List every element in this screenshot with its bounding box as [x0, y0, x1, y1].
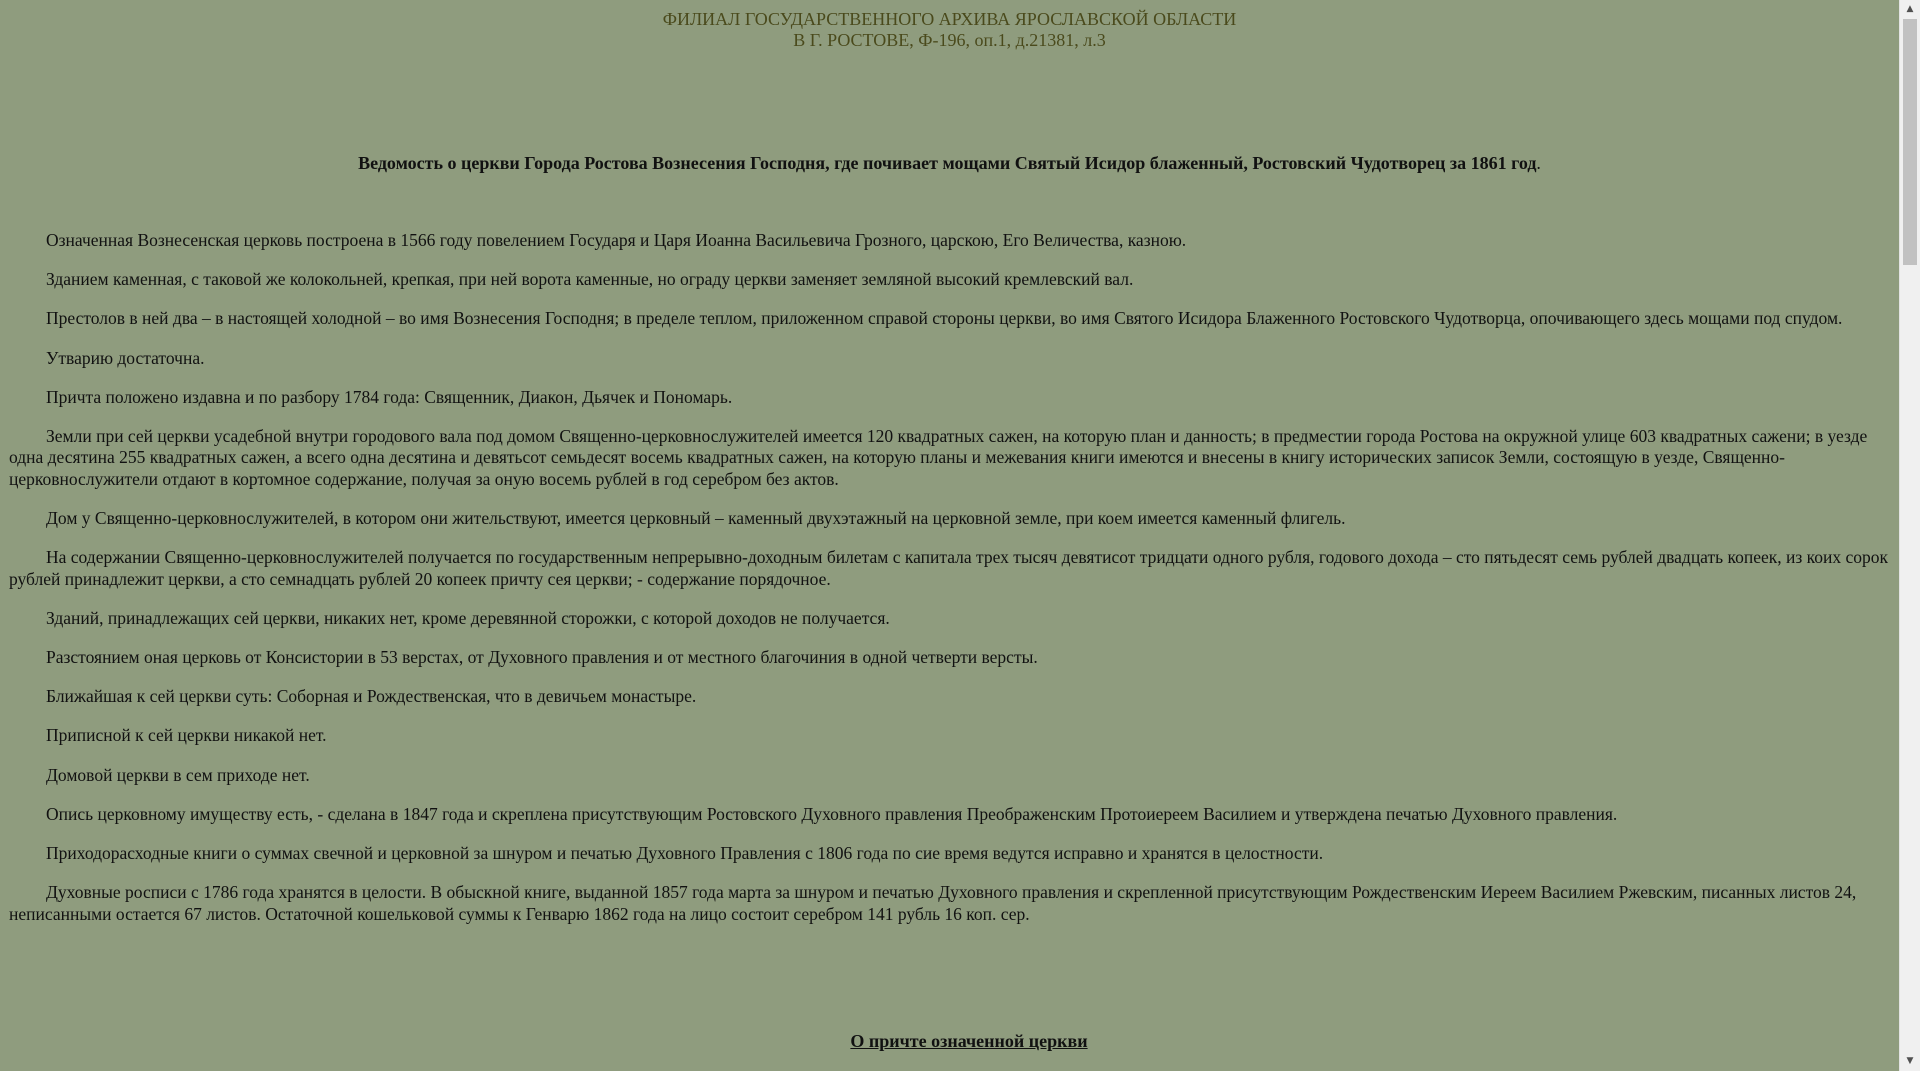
document-body: [0, 174, 1899, 925]
scroll-up-icon[interactable]: ▲: [1906, 4, 1914, 14]
vertical-scrollbar[interactable]: [1899, 0, 1920, 1071]
document-title-period: .: [1536, 153, 1541, 173]
paragraph: Престолов в ней два – в настоящей холодной – во имя Вознесения Господня; в пределе теплом, приложенном справой стороны церкви, во имя Святого Исидора Блаженного Ростовского Чудотворца, опочивающего здесь мощами под спудом.: [46, 308, 1843, 329]
scroll-down-icon[interactable]: ▼: [1906, 1056, 1914, 1066]
paragraph: Приходорасходные книги о суммах свечной и церковной за шнуром и печатью Духовного Правления с 1806 года по сие время ведутся исправно и хранятся в целостности.: [46, 843, 1324, 864]
paragraph: Ближайшая к сей церкви суть: Соборная и Рождественская, что в девичьем монастыре.: [46, 686, 697, 707]
paragraph: Дом у Священно-церковнослужителей, в котором они жительствуют, имеется церковный – каменный двухэтажный на церковной земле, при коем имеется каменный флигель.: [46, 508, 1346, 529]
paragraph: Утварию достаточна.: [46, 347, 205, 368]
paragraph: Приписной к сей церкви никакой нет.: [46, 725, 327, 746]
document-title: [0, 51, 1899, 174]
paragraph: Зданий, принадлежащих сей церкви, никаких нет, кроме деревянной сторожки, с которой доходов не получается.: [46, 607, 890, 628]
paragraph: На содержании Священно-церковнослужителей получается по государственным непрерывно-доходным билетам с капитала трех тысяч девятисот тридцати одного рубля, годового дохода – сто пятьдесят семь рублей двадцать копеек, из коих сорок рублей принадлежит церкви, а сто семнадцать рублей 20 копеек причту сея церкви; - содержание порядочное.: [9, 547, 1889, 589]
paragraph: Означенная Вознесенская церковь построена в 1566 году повелением Государя и Царя Иоанна Васильевича Грозного, царскою, Его Величества, казною.: [46, 230, 1187, 250]
paragraph: Опись церковному имуществу есть, - сделана в 1847 года и скреплена присутствующим Ростовского Духовного правления Преображенским Протоиереем Василием и утверждена печатью Духовного правления.: [46, 803, 1618, 824]
archive-line-2: В Г. РОСТОВЕ, Ф-196, оп.1, д.21381, л.3: [793, 30, 1106, 50]
scrollbar-thumb[interactable]: [1903, 19, 1917, 265]
paragraph: Причта положено издавна и по разбору 1784 года: Священник, Диакон, Дьячек и Пономарь.: [46, 386, 733, 407]
archive-header: [0, 0, 1899, 51]
archive-line-1: ФИЛИАЛ ГОСУДАРСТВЕННОГО АРХИВА ЯРОСЛАВСКОЙ ОБЛАСТИ: [662, 9, 1237, 29]
paragraph: Духовные росписи с 1786 года хранятся в целости. В обыскной книге, выданной 1857 года марта за шнуром и печатью Духовного правления и скрепленной присутствующим Рождественским Иереем Василием Ржевским, писанных листов 24, неписанными остается 67 листов. Остаточной кошельковой суммы к Генварю 1862 года на лицо состоит серебром 141 рубль 16 коп. сер.: [9, 882, 1857, 924]
paragraph: Домовой церкви в сем приходе нет.: [46, 764, 310, 785]
paragraph: Земли при сей церкви усадебной внутри городового вала под домом Священно-церковнослужителей имеется 120 квадратных сажен, на которую план и данность; в предместии города Ростова на окружной улице 603 квадратных сажени; в уезде одна десятина 255 квадратных сажен, а всего одна десятина и девятьсот семьдесят восемь квадратных сажен, на которую планы и межевания книги имеются и внесены в книгу исторических записок Земли, состоящую в уезде, Священно-церковнослужители отдают в кортомное содержание, получая за оную восемь рублей в год серебром без актов.: [9, 426, 1868, 489]
document-title-text: Ведомость о церкви Города Ростова Вознесения Господня, где почивает мощами Святый Исидор блаженный, Ростовский Чудотворец за 1861 год: [358, 153, 1537, 173]
paragraph: Разстоянием оная церковь от Консистории в 53 верстах, от Духовного правления и от местного благочиния в одной четверти версты.: [46, 647, 1038, 668]
paragraph: Зданием каменная, с таковой же колокольней, крепкая, при ней ворота каменные, но ограду церкви заменяет земляной высокий кремлевский вал.: [46, 269, 1134, 290]
section-heading: О причте означенной церкви: [850, 1031, 1088, 1051]
